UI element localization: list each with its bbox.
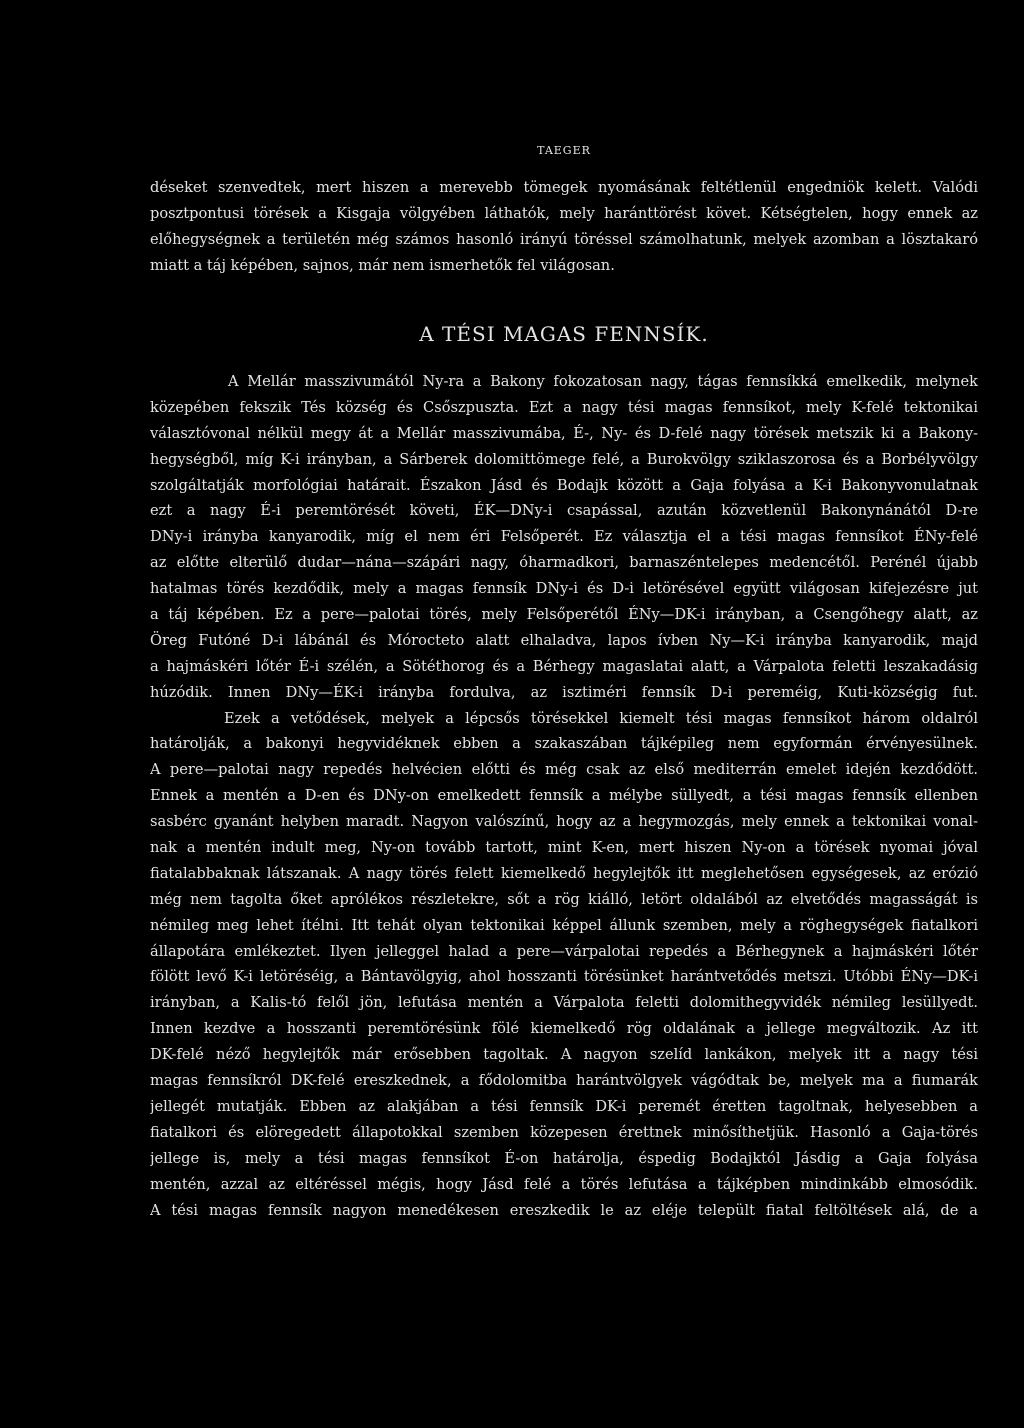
text-line: jellegét mutatják. Ebben az alakjában a tési fennsík DK-i peremét éretten tagoltnak, helyesebben a — [150, 1097, 978, 1115]
text-line: Öreg Futóné D-i lábánál és Mórocteto alatt elhaladva, lapos ívben Ny—K-i irányba kanyarodik, majd — [150, 631, 978, 649]
text-line: a táj képében. Ez a pere—palotai törés, mely Felsőperétől ÉNy—DK-i irányban, a Csengőhegy alatt, az — [150, 606, 978, 624]
text-line: választóvonal nélkül megy át a Mellár masszivumába, É-, Ny- és D-felé nagy törések metszik ki a Bakony- — [150, 424, 978, 442]
text-line: A Mellár masszivumától Ny-ra a Bakony fokozatosan nagy, tágas fennsíkká emelkedik, melynek — [228, 373, 978, 390]
text-line: miatt a táj képében, sajnos, már nem ismerhetők fel világosan. — [150, 256, 615, 274]
text-line: a hajmáskéri lőtér É-i szélén, a Sötéthorog és a Bérhegy magaslatai alatt, a Várpalota feletti leszakadásig — [150, 657, 978, 675]
text-line: déseket szenvedtek, mert hiszen a merevebb tömegek nyomásának feltétlenül engedniök kelett. Valódi — [150, 179, 978, 196]
text-line: jellege is, mely a tési magas fennsíkot É-on határolja, éspedig Bodajktól Jásdig a Gaja folyása — [150, 1149, 978, 1167]
text-line: közepében fekszik Tés község és Csőszpuszta. Ezt a nagy tési magas fennsíkot, mely K-felé tektonikai — [150, 398, 978, 416]
text-line: Ezek a vetődések, melyek a lépcsős törésekkel kiemelt tési magas fennsíkot három oldalról — [224, 709, 978, 727]
text-line: posztpontusi törések a Kisgaja völgyében láthatók, mely haránttörést követ. Kétségtelen, hogy ennek az — [150, 204, 978, 222]
text-line: nak a mentén indult meg, Ny-on tovább tartott, mint K-en, mert hiszen Ny-on a törések nyomai jóval — [150, 839, 978, 857]
text-line: irányban, a Kalis-tó felől jön, lefutása mentén a Várpalota feletti dolomithegyvidék némileg lesüllyedt. — [150, 994, 978, 1012]
text-line: fiatalkori és elöregedett állapotokkal szemben közepesen érettnek minősíthetjük. Hasonló a Gaja-törés — [150, 1123, 978, 1141]
text-line: húzódik. Innen DNy—ÉK-i irányba fordulva, az isztiméri fennsík D-i pereméig, Kuti-községig fut. — [150, 683, 978, 701]
text-line: DNy-i irányba kanyarodik, míg el nem éri Felsőperét. Ez választja el a tési magas fennsíkot ÉNy-felé — [150, 528, 978, 546]
text-line: A tési magas fennsík nagyon menedékesen ereszkedik le az eléje települt fiatal feltöltések alá, de a — [150, 1201, 978, 1219]
text-line: szolgáltatják morfológiai határait. Északon Jásd és Bodajk között a Gaja folyása a K-i Bakonyvonulatnak — [150, 476, 978, 494]
text-line: előhegységnek a területén még számos hasonló irányú töréssel számolhatunk, melyek azomban a lösztakaró — [150, 230, 978, 248]
text-line: DK-felé néző hegylejtők már erősebben tagoltak. A nagyon szelíd lankákon, melyek itt a nagy tési — [150, 1046, 978, 1064]
text-line: fiatalabbaknak látszanak. A nagy törés felett kiemelkedő hegylejtők itt meglehetősen egységesek, az erózió — [150, 864, 978, 882]
text-line: Innen kezdve a hosszanti peremtörésünk fölé kiemelkedő rög oldalának a jellege megváltozik. Az itt — [150, 1020, 978, 1038]
text-line: még nem tagolta őket aprólékos részletekre, sőt a rög kiálló, letört oldalából az elvetődés magasságát is — [150, 890, 978, 908]
section-heading: A TÉSI MAGAS FENNSÍK. — [419, 322, 709, 346]
body-paragraphs — [150, 369, 978, 1223]
top-paragraph — [150, 175, 978, 279]
text-line: A pere—palotai nagy repedés helvécien előtti és még csak az első mediterrán emelet idején kezdődött. — [150, 761, 978, 779]
text-line: hegységből, míg K-i irányban, a Sárberek dolomittömege felé, a Burokvölgy sziklaszorosa és a Borbélyvölgy — [150, 450, 978, 468]
text-line: ezt a nagy É-i peremtörését követi, ÉK—DNy-i csapással, azután közvetlenül Bakonynánától D-re — [150, 502, 978, 520]
text-line: hatalmas törés kezdődik, mely a magas fennsík DNy-i és D-i letörésével együtt világosan kifejezésre jut — [150, 580, 978, 598]
text-line: az előtte elterülő dudar—nána—szápári nagy, óharmadkori, barnaszéntelepes medencétől. Perénél újabb — [150, 554, 978, 572]
text-line: határolják, a bakonyi hegyvidéknek ebben a szakaszában tájképileg nem egyformán érvényesülnek. — [150, 735, 978, 753]
text-line: fölött levő K-i letöréséig, a Bántavölgyig, ahol hosszanti törésünket harántvetődés metszi. Utóbbi ÉNy—DK-i — [150, 968, 978, 986]
text-line: némileg meg lehet ítélni. Itt tehát olyan tektonikai képpel állunk szemben, mely a röghegységek fiatalkori — [150, 916, 978, 934]
text-line: Ennek a mentén a D-en és DNy-on emelkedett fennsík a mélybe süllyedt, a tési magas fennsík ellenben — [150, 787, 978, 805]
text-line: mentén, azzal az eltéréssel mégis, hogy Jásd felé a törés lefutása a tájképben mindinkább elmosódik. — [150, 1175, 978, 1193]
running-head: TAEGER — [537, 144, 591, 157]
text-line: magas fennsíkról DK-felé ereszkednek, a fődolomitba harántvölgyek vágódtak be, melyek ma a fiumarák — [150, 1072, 978, 1090]
text-line: sasbérc gyanánt helyben maradt. Nagyon valószínű, hogy az a hegymozgás, mely ennek a tektonikai vonal- — [150, 813, 978, 831]
text-line: állapotára emlékeztet. Ilyen jelleggel halad a pere—várpalotai repedés a Bérhegynek a hajmáskéri lőtér — [150, 942, 978, 960]
